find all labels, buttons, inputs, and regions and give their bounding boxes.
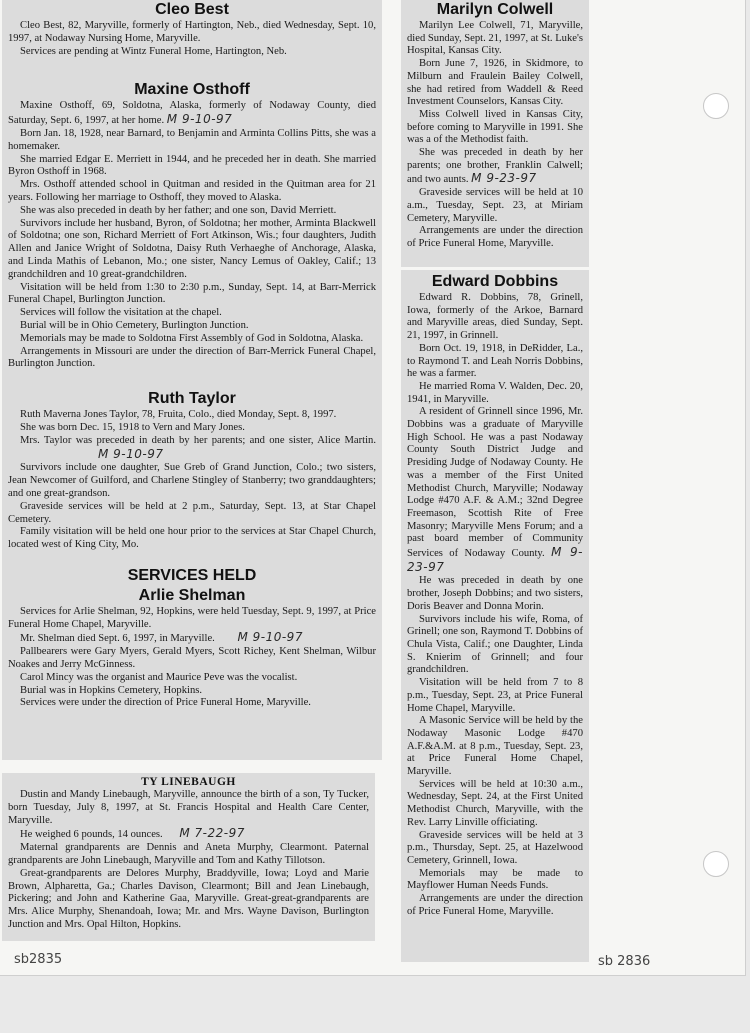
birth-notice-title: TY LINEBAUGH [141, 776, 236, 788]
maxine-paragraph-11: Arrangements in Missouri are under the direction of Barr-Merrick Funeral Chapel, Burlington Junction. [8, 345, 376, 370]
binder-hole-bottom [703, 851, 729, 877]
handwritten-date-mark: M 9-10-97 [98, 446, 164, 461]
maxine-paragraph-3: She married Edgar E. Merriett in 1944, and he preceded her in death. She married Byron Osthoff in 1968. [8, 153, 376, 178]
ruth-paragraph-6: Family visitation will be held one hour prior to the services at Star Chapel Church, located west of King City, Mo. [8, 526, 376, 551]
handwritten-date-mark: M 9-23-97 [471, 171, 537, 186]
ty-paragraph-1: Dustin and Mandy Linebaugh, Maryville, announce the birth of a son, Ty Tucker, born Tuesday, July 8, 1997, at St. Francis Hospital and Health Care Center, Maryville. [8, 789, 369, 826]
marilyn-paragraph-2: Born June 7, 1926, in Skidmore, to Milburn and Fraulein Bailey Colwell, she had retired from Waddell & Reed Investment Counselors, Kansas City. [407, 58, 583, 108]
ruth-paragraph-4: Survivors include one daughter, Sue Greb of Grand Junction, Colo.; two sisters, Jean Newcomer of Guilford, and Charlene Stingley of Stanberry; two granddaughters; and one great-grandson. [8, 462, 376, 499]
edward-paragraph-3: He married Roma V. Walden, Dec. 20, 1941, in Maryville. [407, 380, 583, 405]
ty-paragraph-2: He weighed 6 pounds, 14 ounces. M 7-22-97 [20, 826, 245, 841]
maxine-paragraph-8: Services will follow the visitation at the chapel. [20, 307, 222, 319]
maxine-paragraph-2: Born Jan. 18, 1928, near Barnard, to Benjamin and Arminta Collins Pitts, she was a homemaker. [8, 127, 376, 152]
maxine-paragraph-1: Maxine Osthoff, 69, Soldotna, Alaska, formerly of Nodaway County, died Saturday, Sept. 6, 1997, at her home. M 9-10-97 [8, 100, 376, 127]
obituary-title-arlie-shelman: Arlie Shelman [138, 586, 246, 604]
maxine-paragraph-4: Mrs. Osthoff attended school in Quitman and resided in the Quitman area for 21 years. Following her marriage to Osthoff, they moved to Alaska. [8, 179, 376, 203]
marilyn-paragraph-5: Graveside services will be held at 10 a.m., Tuesday, Sept. 23, at Miriam Cemetery, Maryville. [407, 187, 583, 224]
clipping-marilyn-colwell [401, 0, 589, 267]
marilyn-paragraph-3: Miss Colwell lived in Kansas City, before coming to Maryville in 1991. She was a of the Methodist faith. [407, 108, 583, 146]
page-number-mark-right: sb 2836 [598, 954, 651, 969]
handwritten-date-mark: M 7-22-97 [179, 826, 245, 841]
obituary-title-ruth-taylor: Ruth Taylor [148, 390, 236, 408]
edward-paragraph-2: Born Oct. 19, 1918, in DeRidder, La., to Raymond T. and Leah Norris Dobbins, he was a farmer. [407, 342, 583, 380]
binder-hole-top [703, 93, 729, 119]
edward-paragraph-7: Visitation will be held from 7 to 8 p.m., Tuesday, Sept. 23, at Price Funeral Home Chapel, Maryville. [407, 677, 583, 714]
handwritten-date-mark: M 9-23-97 [407, 545, 583, 574]
cleo-paragraph-2: Services are pending at Wintz Funeral Home, Hartington, Neb. [20, 45, 287, 57]
edward-paragraph-5: He was preceded in death by one brother, Joseph Dobbins; and two sisters, Doris Beaver and Donna Morin. [407, 575, 583, 612]
marilyn-paragraph-6: Arrangements are under the direction of Price Funeral Home, Maryville. [407, 225, 583, 249]
section-header-services-held: SERVICES HELD [127, 566, 257, 584]
clipping-birth-notice [2, 773, 375, 941]
obituary-title-cleo-best: Cleo Best [155, 1, 229, 18]
arlie-paragraph-3: Pallbearers were Gary Myers, Gerald Myers, Scott Richey, Kent Shelman, Wilbur Noakes and Jerry McGinness. [8, 646, 376, 671]
edward-paragraph-6: Survivors include his wife, Roma, of Grinell; one son, Raymond T. Dobbins of Chula Vista, Calif.; one Daughter, Linda S. Knierim of Grinnell; and four grandchildren. [407, 613, 583, 676]
ty-paragraph-3: Maternal grandparents are Dennis and Aneta Murphy, Clearmont. Paternal grandparents are John Linebaugh, Maryville and Tom and Kathy Tillotson. [8, 842, 369, 866]
ruth-paragraph-2: She was born Dec. 15, 1918 to Vern and Mary Jones. [20, 421, 245, 433]
handwritten-date-mark: M 9-10-97 [166, 112, 233, 127]
edward-paragraph-11: Memorials may be made to Mayflower Human Needs Funds. [407, 867, 583, 892]
maxine-paragraph-6: Survivors include her husband, Byron, of Soldotna; her mother, Arminta Blackwell of Soldotna; one son, Richard Merriett of Fort Atkinson, Wis.; four daughters, Judith Allen and Janice Wright of Soldotna, Daisy Ruth Verhaeghe of Anchorage, Alaska, and Linda Mathis of Lebanon, Mo.; one sister, Nancy Lemus of Oakley, Calif.; 13 grandchildren and 10 great-grandchildren. [8, 217, 376, 280]
maxine-paragraph-10: Memorials may be made to Soldotna First Assembly of God in Soldotna, Alaska. [20, 332, 364, 344]
ty-paragraph-4: Great-grandparents are Delores Murphy, Braddyville, Iowa; Loyd and Marie Brown, Alpharetta, Ga.; Charles Davison, Clearmont; Bill and Jean Linebaugh, Pickering; and John and Katherine Gaa, Maryville. Great-great-grandparents are Mrs. Alice Murphy, Shenandoah, Iowa; Mr. and Mrs. Wayne Davison, Burlington Junction and Mrs. Opal Hilton, Hopkins. [8, 867, 369, 930]
edward-paragraph-1: Edward R. Dobbins, 78, Grinell, Iowa, formerly of the Arkoe, Barnard and Maryville areas, died Sunday, Sept. 21, 1997, in Grinnell. [407, 292, 583, 342]
maxine-paragraph-9: Burial will be in Ohio Cemetery, Burlington Junction. [20, 319, 249, 331]
ruth-paragraph-3: Mrs. Taylor was preceded in death by her parents; and one sister, Alice Martin. M 9-10-97 [20, 434, 376, 461]
clipping-edward-dobbins [401, 270, 589, 962]
arlie-paragraph-1: Services for Arlie Shelman, 92, Hopkins, were held Tuesday, Sept. 9, 1997, at Price Funeral Home Chapel, Maryville. [8, 605, 376, 630]
maxine-paragraph-5: She was also preceded in death by her father; and one son, David Merriett. [20, 204, 337, 216]
edward-paragraph-8: A Masonic Service will be held by the Nodaway Masonic Lodge #470 A.F.&A.M. at 8 p.m., Tuesday, Sept. 23, at Price Funeral Home Chapel, Maryville. [407, 715, 583, 778]
arlie-paragraph-6: Services were under the direction of Price Funeral Home, Maryville. [20, 697, 311, 709]
ruth-paragraph-5: Graveside services will be held at 2 p.m., Saturday, Sept. 13, at Star Chapel Cemetery. [8, 500, 376, 525]
handwritten-date-mark: M 9-10-97 [237, 630, 303, 645]
edward-paragraph-10: Graveside services will be held at 3 p.m., Thursday, Sept. 25, at Hazelwood Cemetery, Grinnell, Iowa. [407, 829, 583, 866]
obituary-title-marilyn-colwell: Marilyn Colwell [436, 1, 554, 18]
page-number-mark-left: sb2835 [14, 952, 63, 967]
arlie-paragraph-4: Carol Mincy was the organist and Maurice Peve was the vocalist. [20, 671, 298, 683]
cleo-paragraph-1: Cleo Best, 82, Maryville, formerly of Hartington, Neb., died Wednesday, Sept. 10, 1997, at Nodaway Nursing Home, Maryville. [8, 20, 376, 44]
ruth-paragraph-1: Ruth Maverna Jones Taylor, 78, Fruita, Colo., died Monday, Sept. 8, 1997. [20, 409, 337, 421]
edward-paragraph-12: Arrangements are under the direction of Price Funeral Home, Maryville. [407, 893, 583, 917]
obituary-title-maxine-osthoff: Maxine Osthoff [134, 81, 250, 99]
arlie-paragraph-2: Mr. Shelman died Sept. 6, 1997, in Maryville. M 9-10-97 [20, 630, 303, 645]
obituary-title-edward-dobbins: Edward Dobbins [431, 273, 559, 290]
maxine-paragraph-7: Visitation will be held from 1:30 to 2:30 p.m., Sunday, Sept. 14, at Barr-Merrick Funeral Chapel, Burlington Junction. [8, 281, 376, 306]
edward-paragraph-4: A resident of Grinnell since 1996, Mr. Dobbins was a graduate of Maryville High School. He was a past Nodaway County South District Judge and Presiding Judge of Nodaway County. He was a member of the First United Methodist Church, Maryville; Nodaway Lodge #470 A.F. & A.M.; 32nd Degree Freemason, Scottish Rite of Free Masonry; Maryville Mens Forum; and a past board member of Community Services of Nodaway County. M 9-23-97 [407, 406, 583, 574]
edward-paragraph-9: Services will be held at 10:30 a.m., Wednesday, Sept. 24, at the First United Methodist Church, Maryville, with the Rev. Larry Linville officiating. [407, 778, 583, 828]
arlie-paragraph-5: Burial was in Hopkins Cemetery, Hopkins. [20, 684, 203, 696]
clipping-left-main [2, 0, 382, 760]
marilyn-paragraph-4: She was preceded in death by her parents; one brother, Franklin Calwell; and two aunts. M 9-23-97 [407, 147, 583, 186]
marilyn-paragraph-1: Marilyn Lee Colwell, 71, Maryville, died Sunday, Sept. 21, 1997, at St. Luke's Hospital, Kansas City. [407, 20, 584, 57]
